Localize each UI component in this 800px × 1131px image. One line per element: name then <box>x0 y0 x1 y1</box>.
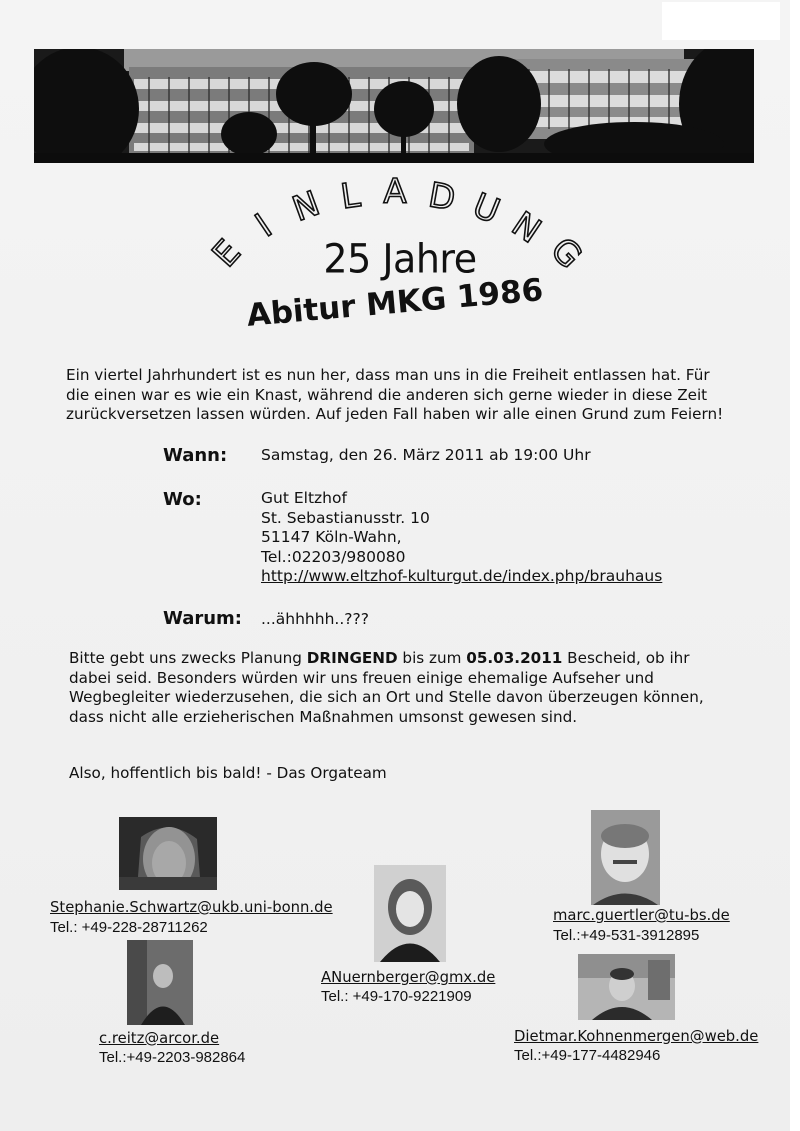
heading-letter: D <box>425 175 459 220</box>
rsvp-text-2: bis zum <box>397 649 467 667</box>
contact-photo-stephanie <box>119 817 217 890</box>
heading-letter: N <box>287 183 326 230</box>
closing-line: Also, hoffentlich bis bald! - Das Orgateam <box>69 764 387 782</box>
intro-paragraph: Ein viertel Jahrhundert ist es nun her, dass man uns in die Freiheit entlassen hat. Für die einen war es wie ein Knast, während die anderen sich gerne wieder in diese Zeit zurückversetzen lassen würden. Auf jeden Fall haben wir alle einen Grund zum Feiern! <box>66 366 724 423</box>
venue-phone: Tel.:02203/980080 <box>261 548 406 566</box>
contact-email-reitz[interactable]: c.reitz@arcor.de <box>99 1030 220 1047</box>
contact-phone-kohnenmergen: Tel.:+49-177-4482946 <box>514 1047 661 1064</box>
heading-letter: G <box>542 229 590 277</box>
contact-phone-nuernberger: Tel.: +49-170-9221909 <box>321 988 472 1005</box>
contact-photo-guertler <box>591 810 660 905</box>
contact-email-guertler[interactable]: marc.guertler@tu-bs.de <box>553 907 730 924</box>
event-title: Abitur MKG 1986 <box>245 272 545 334</box>
when-value: Samstag, den 26. März 2011 ab 19:00 Uhr <box>261 446 591 464</box>
heading-letter: E <box>204 232 249 276</box>
rsvp-paragraph <box>69 649 729 727</box>
heading-letter: A <box>383 175 407 212</box>
heading-letter: L <box>338 175 363 218</box>
rsvp-urgent: DRINGEND <box>306 649 398 667</box>
rsvp-text-1: Bitte gebt uns zwecks Planung <box>69 649 307 667</box>
anniversary-title: 25 Jahre <box>323 235 477 283</box>
contact-email-stephanie[interactable]: Stephanie.Schwartz@ukb.uni-bonn.de <box>50 899 333 916</box>
contact-email-nuernberger[interactable]: ANuernberger@gmx.de <box>321 969 496 986</box>
heading-letter: I <box>248 206 280 246</box>
scan-edge <box>790 0 800 1131</box>
contact-photo-nuernberger <box>374 865 446 962</box>
scan-artifact <box>662 2 780 40</box>
when-label: Wann: <box>163 445 228 466</box>
contact-phone-stephanie: Tel.: +49-228-28711262 <box>50 919 208 936</box>
why-value: ...ähhhhh..??? <box>261 610 369 628</box>
heading-letter: N <box>504 204 548 252</box>
venue-city: 51147 Köln-Wahn, <box>261 528 402 546</box>
heading-letter: U <box>467 185 506 233</box>
rsvp-text-3: Bescheid, ob ihr dabei seid. Besonders würden wir uns freuen einige ehemalige Aufseher und Wegbegleiter wiederzusehen, die sich an Ort und Stelle davon überzeugen können, dass nicht alle erzieherischen Maßnahmen umsonst gewesen sind. <box>69 649 704 726</box>
contact-phone-guertler: Tel.:+49-531-3912895 <box>553 927 700 944</box>
contact-photo-kohnenmergen <box>578 954 675 1020</box>
where-label: Wo: <box>163 489 202 510</box>
contact-email-kohnenmergen[interactable]: Dietmar.Kohnenmergen@web.de <box>514 1028 759 1045</box>
why-label: Warum: <box>163 608 243 629</box>
contact-phone-reitz: Tel.:+49-2203-982864 <box>99 1049 246 1066</box>
contact-photo-reitz <box>127 940 193 1025</box>
rsvp-deadline: 05.03.2011 <box>466 649 563 667</box>
school-building-photo <box>34 49 754 163</box>
venue-website-link[interactable]: http://www.eltzhof-kulturgut.de/index.php/brauhaus <box>261 567 663 585</box>
venue-name: Gut Eltzhof <box>261 489 347 507</box>
venue-street: St. Sebastianusstr. 10 <box>261 509 430 527</box>
